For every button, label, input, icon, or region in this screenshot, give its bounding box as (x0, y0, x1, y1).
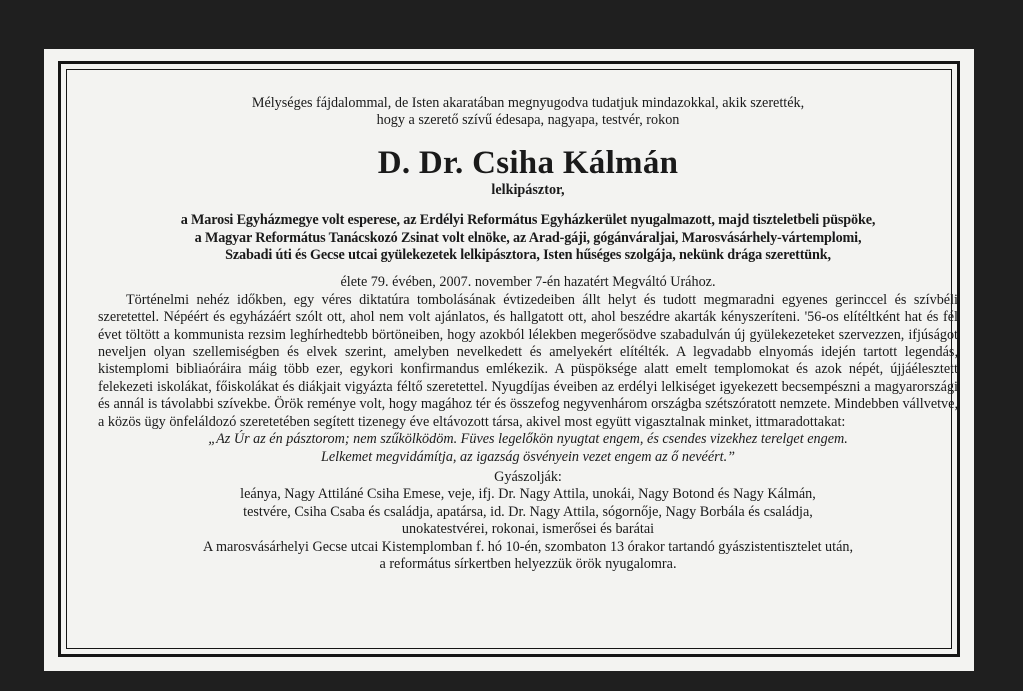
obituary-text (98, 95, 958, 573)
funeral-line-2: a református sírkertben helyezzük örök nyugalomra. (379, 555, 677, 572)
intro-line-2: hogy a szerető szívű édesapa, nagyapa, testvér, rokon (376, 112, 680, 129)
office-line-3: Szabadi úti és Gecse utcai gyülekezetek lelkipásztora, Isten hűséges szolgája, nekünk drága szerettünk, (225, 247, 831, 264)
biography-paragraph: Történelmi nehéz időkben, egy véres diktatúra tombolásának évtizedeiben állt helyt és tudott megmaradni egyenes gerinccel és szívbéli szeretettel. Népéért és egyházáért szólt ott, ahol nem volt ajánlatos, és hallgatott ott, ahol beszédre akarták kényszeríteni. '56-os elítéltként hat és fél évet töltött a kommunista rezsim leghírhedtebb börtöneiben, hogy azokból lélekben megerősödve szabadulván új gyülekezeteket szervezzen, ifjúságot neveljen olyan szellemiségben és elvek szerint, amelyben nevelkedett és amelyekért elítélték. A legvadabb elnyomás idején tartott legendás, kistemplomi bibliaóráira máig több ezer, egykori konfirmandus emlékezik. A püspöksége alatt emelt templomokat és azok népét, újjáélesztett felekezeti iskolákat, főiskolákat és diákjait vigyázta féltő szeretettel. Nyugdíjas éveiben az erdélyi lelkiséget igyekezett becsempészni a magyarországi és annál is távolabbi szívekbe. Örök reménye volt, hogy magához tér és összefog negyvenhárom országba szétszóratott nemzete. Mindebben vállvetve, a közös ügy önfeláldozó szeretetében segített tizenegy éve eltávozott társa, akivel most együtt vigasztalnak minket, ittmaradottakat: (98, 291, 958, 430)
funeral-line-1: A marosvásárhelyi Gecse utcai Kistemplomban f. hó 10-én, szombaton 13 órakor tartandó gyászistentisztelet után, (202, 538, 854, 555)
intro-line-1: Mélységes fájdalommal, de Isten akaratában megnyugodva tudatjuk mindazokkal, akik szerették, (251, 95, 805, 111)
psalm-quote-line-2: Lelkemet megvidámítja, az igazság ösvényein vezet engem az ő nevéért.” (320, 448, 736, 465)
office-line-2: a Magyar Református Tanácskozó Zsinat volt elnöke, az Arad-gáji, gógánváraljai, Marosvásárhely-vártemplomi, (194, 229, 862, 246)
psalm-quote-line-1: „Az Úr az én pásztorom; nem szűkölködöm. Füves legelőkön nyugtat engem, és csendes vizekhez terelget engem. (208, 431, 848, 448)
mourners-line-1: leánya, Nagy Attiláné Csiha Emese, veje, ifj. Dr. Nagy Attila, unokái, Nagy Botond és Nagy Kálmán, (240, 486, 816, 503)
mourners-heading: Gyászolják: (494, 468, 562, 485)
office-line-1: a Marosi Egyházmegye volt esperese, az Erdélyi Református Egyházkerület nyugalmazott, majd tiszteletbeli püspöke, (180, 212, 876, 229)
age-line: élete 79. évében, 2007. november 7-én hazatért Megváltó Urához. (340, 274, 716, 291)
mourners-line-2: testvére, Csiha Csaba és családja, apatársa, id. Dr. Nagy Attila, sógornője, Nagy Borbála és családja, (243, 503, 813, 520)
obituary-sheet (44, 49, 974, 671)
deceased-title: lelkipásztor, (491, 181, 565, 198)
deceased-name: D. Dr. Csiha Kálmán (377, 144, 679, 181)
mourners-line-3: unokatestvérei, rokonai, ismerősei és barátai (401, 521, 655, 538)
